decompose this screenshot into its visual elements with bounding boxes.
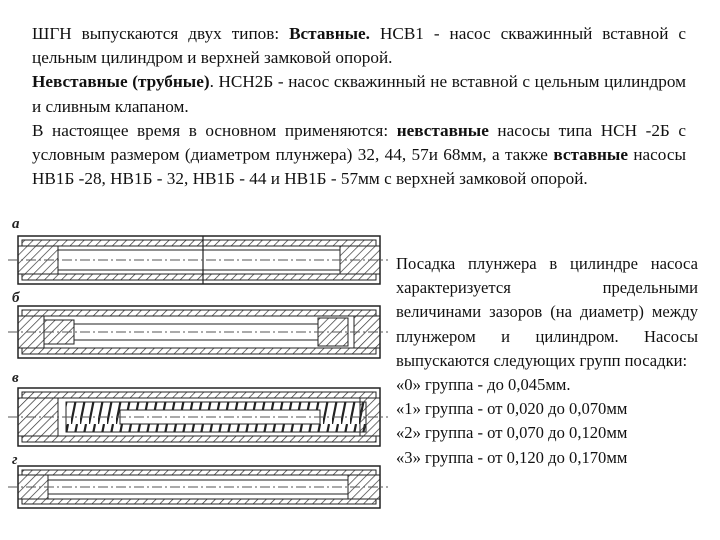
- figure-label-d: г: [12, 452, 18, 468]
- intro-bold-tubular: Невставные (трубные): [32, 72, 210, 92]
- intro-paragraph-3: [32, 119, 686, 192]
- pump-b: [8, 306, 388, 358]
- intro-bold-inserted: Вставные.: [289, 24, 370, 43]
- pump-c: [8, 388, 388, 446]
- intro-line-3-rest: насосы типа НСН -2Б с условным размером (диаметром плунжера) 32, 44, 57и 68мм, а также: [32, 120, 686, 165]
- pump-figure: [8, 214, 388, 514]
- intro-line-1-rest: НСВ1 - насос скважинный вставной с цельным цилиндром и верхней замковой опорой.: [32, 24, 686, 68]
- figure-label-a: а: [12, 216, 20, 232]
- intro-line-3: В настоящее время в основном применяются:: [32, 120, 397, 140]
- pump-drawing: [8, 214, 388, 514]
- group-1: «1» группа - от 0,020 до 0,070мм: [396, 399, 628, 419]
- group-0: «0» группа - до 0,045мм.: [396, 375, 571, 395]
- intro-paragraph: [32, 22, 686, 70]
- intro-paragraph-2: [32, 70, 686, 118]
- intro-line-1: ШГН выпускаются двух типов:: [32, 24, 290, 43]
- figure-label-b: б: [12, 290, 20, 306]
- fit-groups-text: [396, 252, 698, 470]
- figure-label-c: в: [12, 370, 19, 386]
- intro-line-2-rest: . НСН2Б - насос скважинный не вставной с цельным цилиндром и сливным клапаном.: [32, 72, 686, 116]
- pump-a: [8, 236, 388, 284]
- intro-line-3-end: насосы НВ1Б -28, НВ1Б - 32, НВ1Б - 44 и НВ1Б - 57мм с верхней замковой опорой.: [32, 145, 687, 189]
- group-2: «2» группа - от 0,070 до 0,120мм: [396, 423, 628, 443]
- group-3: «3» группа - от 0,120 до 0,170мм: [396, 447, 628, 467]
- intro-text: [32, 22, 686, 191]
- pump-d: [8, 466, 388, 508]
- intro-bold-inserted-2: вставные: [553, 145, 628, 165]
- intro-bold-noninserted: невставные: [396, 120, 489, 140]
- fit-description: Посадка плунжера в цилиндре насоса характеризуется предельными величинами зазоров (на диаметр) между плунжером и цилиндром. Насосы выпускаются следующих групп посадки:: [396, 254, 698, 370]
